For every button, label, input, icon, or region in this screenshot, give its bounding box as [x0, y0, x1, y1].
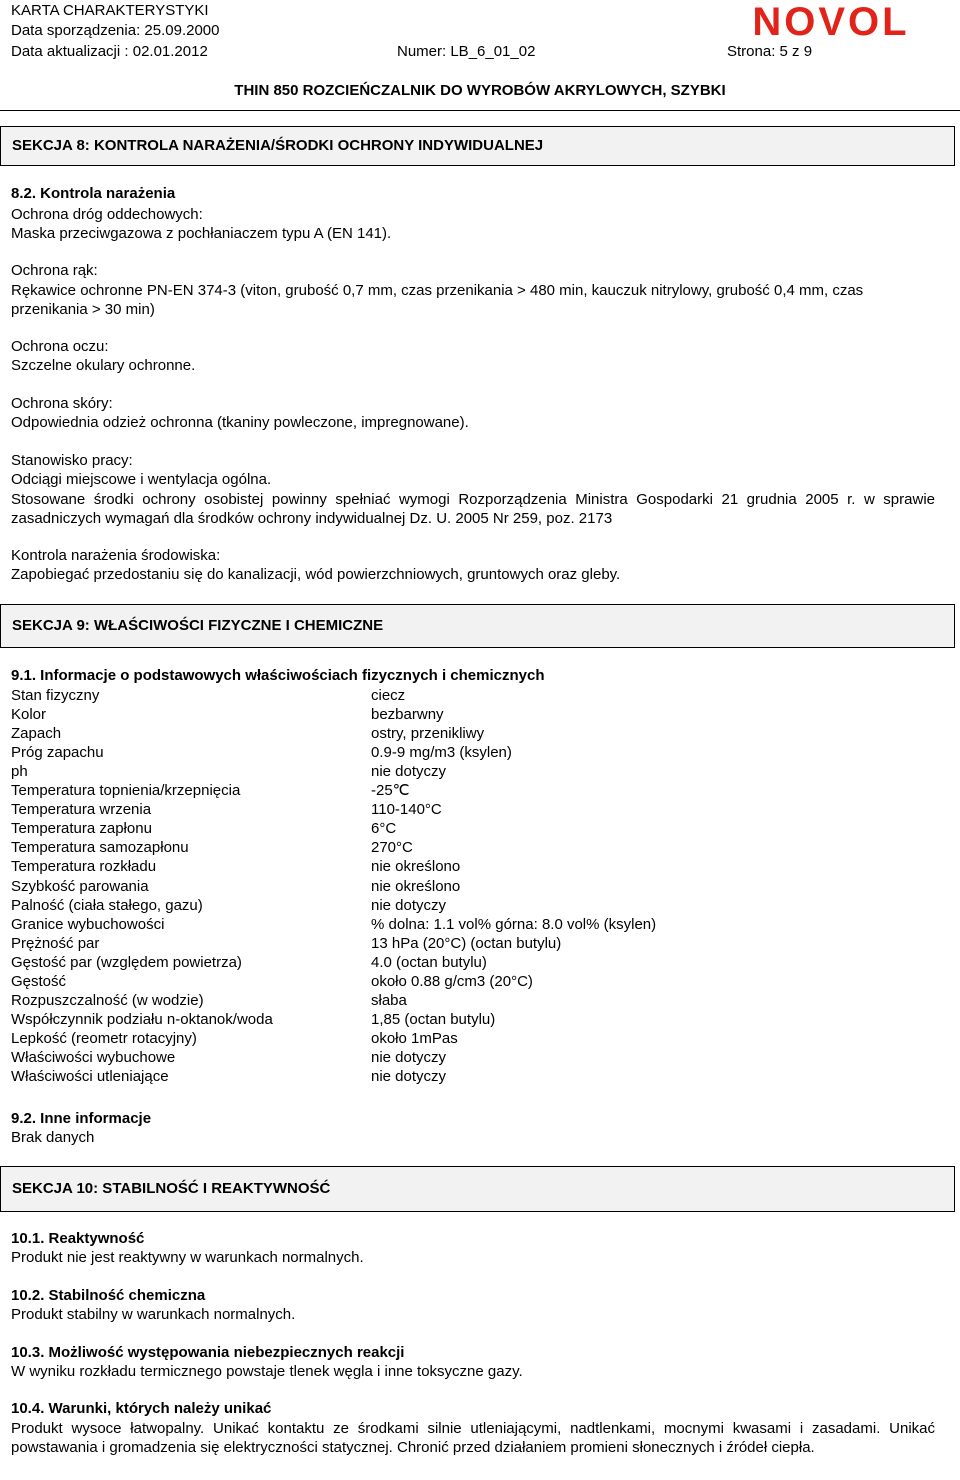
property-value: około 1mPas [371, 1029, 458, 1047]
property-row [0, 819, 960, 838]
property-label: Kolor [11, 706, 47, 724]
doc-type: KARTA CHARAKTERYSTYKI [11, 2, 209, 19]
property-value: 6°C [371, 820, 397, 838]
property-value: nie dotyczy [371, 896, 447, 914]
property-value: 0.9-9 mg/m3 (ksylen) [371, 744, 512, 762]
property-row [0, 896, 960, 915]
property-row [0, 743, 960, 762]
property-value: bezbarwny [371, 706, 444, 724]
document-title: THIN 850 ROZCIEŃCZALNIK DO WYROBÓW AKRYLOWYCH, SZYBKI [234, 82, 726, 99]
property-label: Gęstość par (względem powietrza) [11, 953, 242, 971]
property-value: nie dotyczy [371, 1048, 447, 1066]
regulation-text: Stosowane środki ochrony osobistej powinny spełniać wymogi Rozporządzenia Ministra Gospodarki 21 grudnia 2005 r. w sprawie zasadniczych wymagań dla środków ochrony indywidualnej Dz. U. 2005 Nr 259, poz. 2173 [11, 491, 935, 527]
property-row [0, 705, 960, 724]
property-value: około 0.88 g/cm3 (20°C) [371, 972, 533, 990]
property-value: słaba [371, 991, 407, 1009]
property-row [0, 857, 960, 876]
property-row [0, 800, 960, 819]
property-value: nie dotyczy [371, 763, 447, 781]
property-value: ostry, przenikliwy [371, 725, 485, 743]
conditions-to-avoid-heading: 10.4. Warunki, których należy unikać [11, 1400, 272, 1417]
property-row [0, 1048, 960, 1067]
workplace-label: Stanowisko pracy: [11, 452, 133, 469]
property-label: Właściwości wybuchowe [11, 1048, 176, 1066]
section-9-2-text: Brak danych [11, 1129, 95, 1146]
property-value: 13 hPa (20°C) (octan butylu) [371, 934, 562, 952]
document-number: Numer: LB_6_01_02 [397, 43, 536, 60]
property-value: % dolna: 1.1 vol% górna: 8.0 vol% (ksylen) [371, 915, 657, 933]
eyes-label: Ochrona oczu: [11, 338, 109, 355]
environment-text: Zapobiegać przedostaniu się do kanalizacji, wód powierzchniowych, gruntowych oraz gleby. [11, 566, 621, 583]
property-label: Temperatura topnienia/krzepnięcia [11, 782, 241, 800]
property-row [0, 934, 960, 953]
property-row [0, 724, 960, 743]
environment-label: Kontrola narażenia środowiska: [11, 547, 221, 564]
property-row [0, 1010, 960, 1029]
property-label: ph [11, 763, 28, 781]
hands-text: Rękawice ochronne PN-EN 374-3 (viton, grubość 0,7 mm, czas przenikania > 480 min, kauczuk nitrylowy, grubość 0,4 mm, czas przenikania > 30 min) [11, 282, 864, 318]
property-value: ciecz [371, 687, 406, 704]
property-row [0, 953, 960, 972]
property-row [0, 838, 960, 857]
property-value: 4.0 (octan butylu) [371, 953, 487, 971]
section-9-1-heading: 9.1. Informacje o podstawowych właściwościach fizycznych i chemicznych [11, 667, 545, 684]
section-10-heading: SEKCJA 10: STABILNOŚĆ I REAKTYWNOŚĆ [0, 1166, 955, 1212]
property-label: Zapach [11, 725, 62, 743]
reactivity-text: Produkt nie jest reaktywny w warunkach normalnych. [11, 1249, 364, 1266]
hands-label: Ochrona rąk: [11, 262, 98, 279]
logo-text: NOVOL [752, 2, 910, 42]
property-label: Lepkość (reometr rotacyjny) [11, 1029, 197, 1047]
property-value: nie określono [371, 877, 461, 895]
updated-date: Data aktualizacji : 02.01.2012 [11, 43, 208, 60]
property-label: Temperatura wrzenia [11, 801, 152, 819]
property-value: nie określono [371, 858, 461, 876]
stability-text: Produkt stabilny w warunkach normalnych. [11, 1306, 296, 1323]
property-value: 1,85 (octan butylu) [371, 1010, 496, 1028]
property-label: Właściwości utleniające [11, 1068, 169, 1085]
page-number: Strona: 5 z 9 [727, 43, 813, 60]
respiratory-text: Maska przeciwgazowa z pochłaniaczem typu A (EN 141). [11, 225, 392, 242]
property-row [0, 915, 960, 934]
property-value: nie dotyczy [371, 1068, 447, 1085]
novol-logo [720, 2, 942, 42]
stability-heading: 10.2. Stabilność chemiczna [11, 1287, 206, 1304]
property-label: Szybkość parowania [11, 877, 149, 895]
skin-label: Ochrona skóry: [11, 395, 113, 412]
respiratory-label: Ochrona dróg oddechowych: [11, 206, 203, 223]
property-label: Stan fizyczny [11, 687, 100, 704]
section-9-2-heading: 9.2. Inne informacje [11, 1110, 152, 1127]
property-label: Prężność par [11, 934, 100, 952]
section-9-heading: SEKCJA 9: WŁAŚCIWOŚCI FIZYCZNE I CHEMICZNE [0, 604, 955, 648]
hazardous-reactions-heading: 10.3. Możliwość występowania niebezpiecznych reakcji [11, 1344, 405, 1361]
created-date: Data sporządzenia: 25.09.2000 [11, 22, 220, 39]
property-label: Granice wybuchowości [11, 915, 165, 933]
property-label: Temperatura rozkładu [11, 858, 157, 876]
conditions-to-avoid-text: Produkt wysoce łatwopalny. Unikać kontaktu ze środkami silnie utleniającymi, nadtlenkami, mocnymi kwasami i zasadami. Unikać powstawania i gromadzenia się elektryczności statycznej. Chronić przed działaniem promieni słonecznych i źródeł ciepła. [11, 1420, 935, 1456]
section-8-2-heading: 8.2. Kontrola narażenia [11, 185, 176, 202]
property-label: Palność (ciała stałego, gazu) [11, 896, 203, 914]
property-value: -25℃ [371, 782, 410, 800]
skin-text: Odpowiednia odzież ochronna (tkaniny powleczone, impregnowane). [11, 414, 469, 431]
property-label: Temperatura zapłonu [11, 820, 152, 838]
property-row [0, 877, 960, 896]
property-row [0, 1067, 960, 1086]
property-row [0, 991, 960, 1010]
property-value: 270°C [371, 839, 413, 857]
property-row [0, 686, 960, 705]
property-row [0, 781, 960, 800]
property-label: Próg zapachu [11, 744, 104, 762]
property-label: Gęstość [11, 972, 67, 990]
property-label: Rozpuszczalność (w wodzie) [11, 991, 204, 1009]
workplace-text: Odciągi miejscowe i wentylacja ogólna. [11, 471, 272, 488]
hazardous-reactions-text: W wyniku rozkładu termicznego powstaje tlenek węgla i inne toksyczne gazy. [11, 1363, 523, 1380]
header-divider [0, 110, 960, 111]
property-row [0, 972, 960, 991]
section-8-heading: SEKCJA 8: KONTROLA NARAŻENIA/ŚRODKI OCHRONY INDYWIDUALNEJ [0, 126, 955, 166]
property-row [0, 1029, 960, 1048]
eyes-text: Szczelne okulary ochronne. [11, 357, 196, 374]
property-row [0, 762, 960, 781]
property-label: Temperatura samozapłonu [11, 839, 189, 857]
property-label: Współczynnik podziału n-oktanok/woda [11, 1010, 273, 1028]
property-value: 110-140°C [371, 801, 442, 819]
reactivity-heading: 10.1. Reaktywność [11, 1230, 145, 1247]
